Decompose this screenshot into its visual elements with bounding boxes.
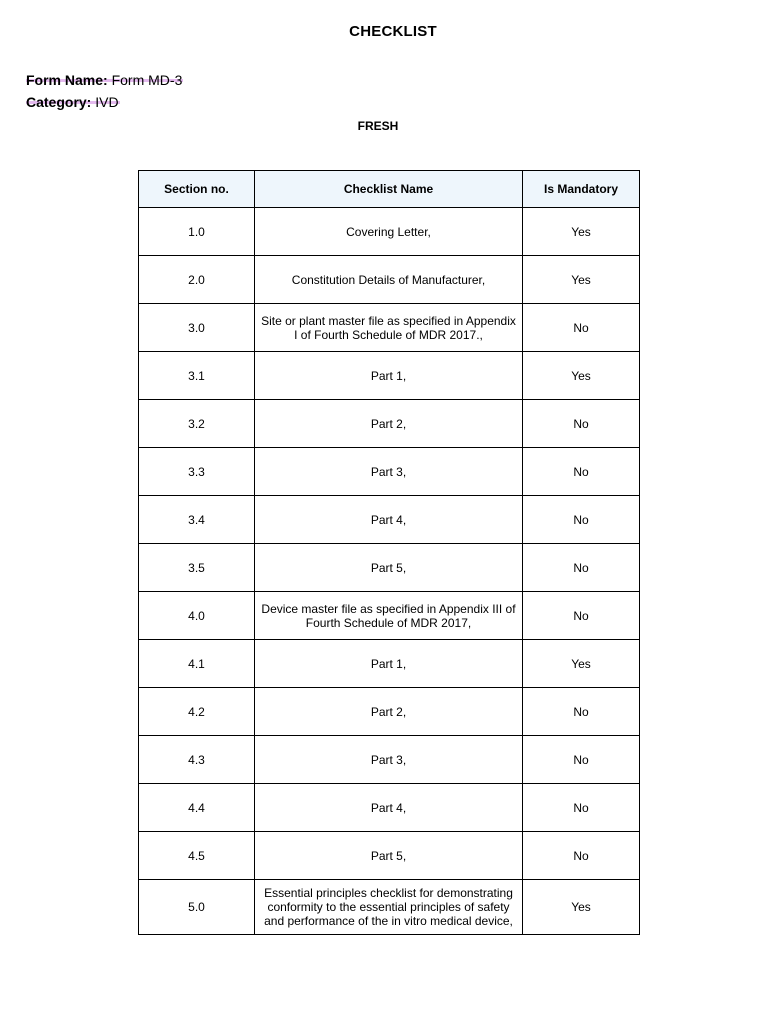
column-header-section: Section no. [139,171,255,208]
is-mandatory-cell: No [523,448,640,496]
header-row [139,171,640,208]
table-row [139,592,640,640]
checklist-table-body [139,208,640,935]
section-number-cell: 3.0 [139,304,255,352]
section-number-cell: 3.5 [139,544,255,592]
table-row [139,832,640,880]
checklist-name-cell: Site or plant master file as specified in Appendix I of Fourth Schedule of MDR 2017., [255,304,523,352]
section-number-cell: 2.0 [139,256,255,304]
is-mandatory-cell: Yes [523,880,640,935]
checklist-name-cell: Device master file as specified in Appendix III of Fourth Schedule of MDR 2017, [255,592,523,640]
form-name-value: Form MD-3 [111,72,183,88]
document-title: CHECKLIST [349,23,437,40]
is-mandatory-cell: Yes [523,352,640,400]
checklist-name-cell: Part 2, [255,688,523,736]
section-number-cell: 3.2 [139,400,255,448]
form-name-line [26,71,183,89]
section-number-cell: 1.0 [139,208,255,256]
table-row [139,784,640,832]
checklist-name-cell: Covering Letter, [255,208,523,256]
is-mandatory-cell: No [523,592,640,640]
category-value: IVD [95,94,119,110]
section-number-cell: 4.0 [139,592,255,640]
is-mandatory-cell: No [523,736,640,784]
column-header-is-mandatory: Is Mandatory [523,171,640,208]
section-number-cell: 3.4 [139,496,255,544]
section-number-cell: 4.2 [139,688,255,736]
checklist-name-cell: Constitution Details of Manufacturer, [255,256,523,304]
checklist-name-cell: Part 3, [255,736,523,784]
form-name-label: Form Name: [26,72,108,88]
checklist-table-header [139,171,640,208]
table-row [139,736,640,784]
checklist-name-cell: Part 5, [255,832,523,880]
category-line [26,93,120,111]
table-row [139,208,640,256]
is-mandatory-cell: No [523,688,640,736]
checklist-name-cell: Part 5, [255,544,523,592]
is-mandatory-cell: No [523,304,640,352]
section-number-cell: 4.1 [139,640,255,688]
column-header-checklist-name: Checklist Name [255,171,523,208]
is-mandatory-cell: No [523,784,640,832]
table-row [139,640,640,688]
section-number-cell: 5.0 [139,880,255,935]
is-mandatory-cell: No [523,400,640,448]
table-row [139,496,640,544]
table-row [139,688,640,736]
is-mandatory-cell: No [523,496,640,544]
checklist-name-cell: Part 1, [255,352,523,400]
section-number-cell: 3.1 [139,352,255,400]
section-number-cell: 4.5 [139,832,255,880]
section-number-cell: 3.3 [139,448,255,496]
is-mandatory-cell: Yes [523,256,640,304]
category-label: Category: [26,94,92,110]
table-row [139,448,640,496]
table-row [139,256,640,304]
section-number-cell: 4.3 [139,736,255,784]
section-number-cell: 4.4 [139,784,255,832]
table-row [139,352,640,400]
table-row [139,304,640,352]
checklist-name-cell: Part 3, [255,448,523,496]
checklist-table [138,170,640,935]
checklist-name-cell: Essential principles checklist for demonstrating conformity to the essential principles of safety and performance of the in vitro medical device, [255,880,523,935]
is-mandatory-cell: Yes [523,208,640,256]
is-mandatory-cell: No [523,544,640,592]
is-mandatory-cell: No [523,832,640,880]
checklist-name-cell: Part 1, [255,640,523,688]
checklist-name-cell: Part 4, [255,496,523,544]
table-row [139,400,640,448]
checklist-name-cell: Part 4, [255,784,523,832]
is-mandatory-cell: Yes [523,640,640,688]
table-row [139,880,640,935]
checklist-name-cell: Part 2, [255,400,523,448]
table-row [139,544,640,592]
application-type-heading: FRESH [357,119,399,133]
